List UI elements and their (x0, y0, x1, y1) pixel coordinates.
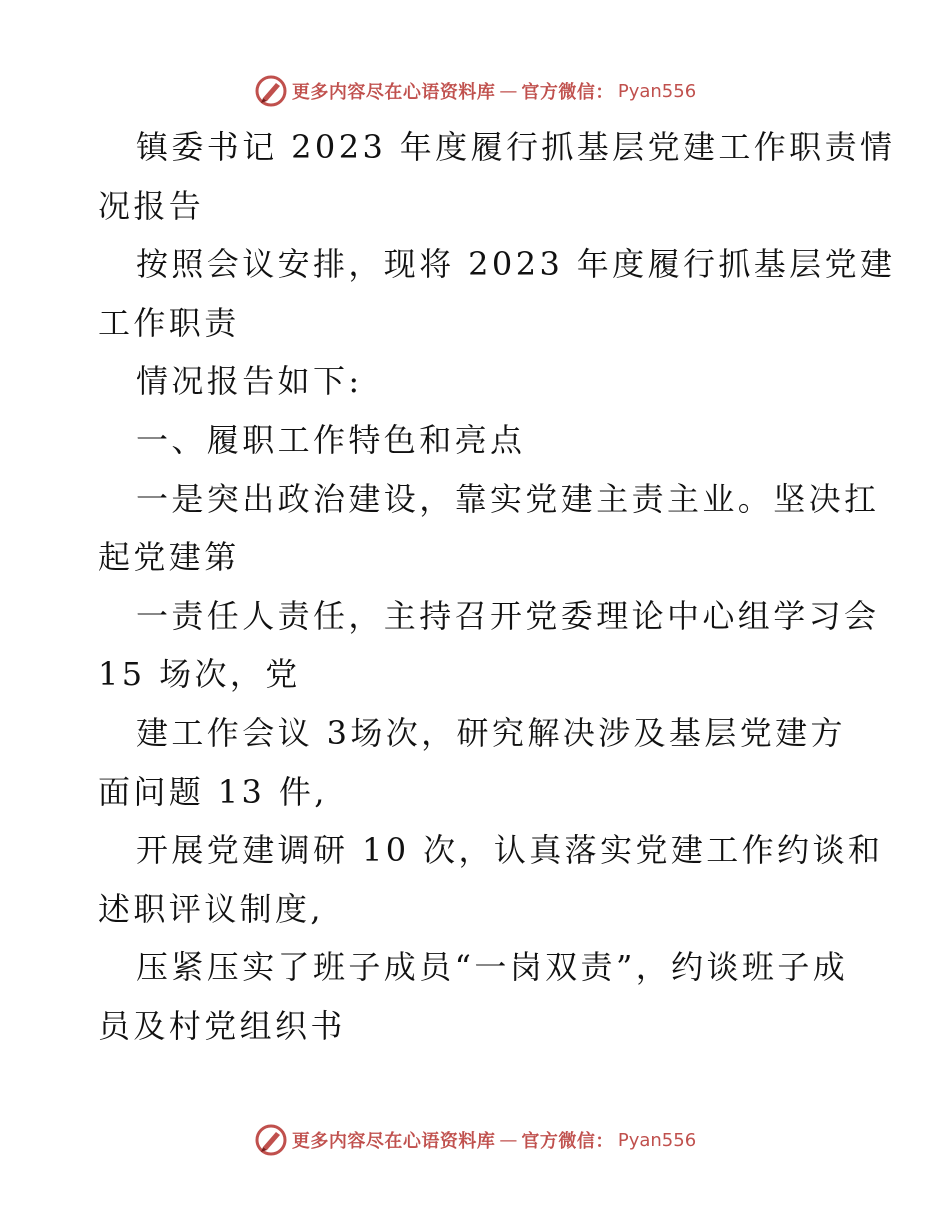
watermark-official: 官方微信： (521, 1131, 614, 1152)
watermark-text: 更多内容尽在心语资料库 (291, 82, 496, 103)
watermark-separator: — (499, 80, 518, 102)
text-line: 述职评议制度, (98, 889, 324, 928)
footer-watermark (0, 1120, 950, 1160)
watermark-official: 官方微信： (521, 82, 614, 103)
watermark-id: Pyan556 (617, 1129, 697, 1151)
text-line: 况报告 (98, 186, 205, 225)
text-line: 一是突出政治建设，靠实党建主责主业。坚决扛 (136, 479, 880, 518)
text-line: 建工作会议 3场次，研究解决涉及基层党建方 (136, 713, 846, 752)
pen-logo-icon (254, 1123, 288, 1157)
watermark-separator: — (499, 1129, 518, 1151)
pen-logo-icon (254, 74, 288, 108)
text-line: 员及村党组织书 (98, 1006, 346, 1045)
text-line: 一责任人责任，主持召开党委理论中心组学习会 (136, 596, 880, 635)
text-line: 工作职责 (98, 303, 240, 342)
text-line: 镇委书记 2023 年度履行抓基层党建工作职责情 (136, 128, 896, 166)
text-line: 15 场次，党 (98, 655, 301, 694)
text-line: 压紧压实了班子成员“一岗双责”，约谈班子成 (136, 948, 849, 987)
watermark-id: Pyan556 (617, 80, 697, 102)
header-watermark (0, 71, 950, 111)
text-line: 情况报告如下: (136, 362, 363, 401)
text-line: 开展党建调研 10 次，认真落实党建工作约谈和 (136, 831, 884, 870)
document-body (98, 118, 896, 1056)
text-line: 按照会议安排，现将 2023 年度履行抓基层党建 (136, 245, 896, 284)
text-line: 起党建第 (98, 538, 240, 577)
text-line: 面问题 13 件, (98, 772, 328, 811)
text-line: 一、履职工作特色和亮点 (136, 420, 526, 459)
watermark-text: 更多内容尽在心语资料库 (291, 1131, 496, 1152)
